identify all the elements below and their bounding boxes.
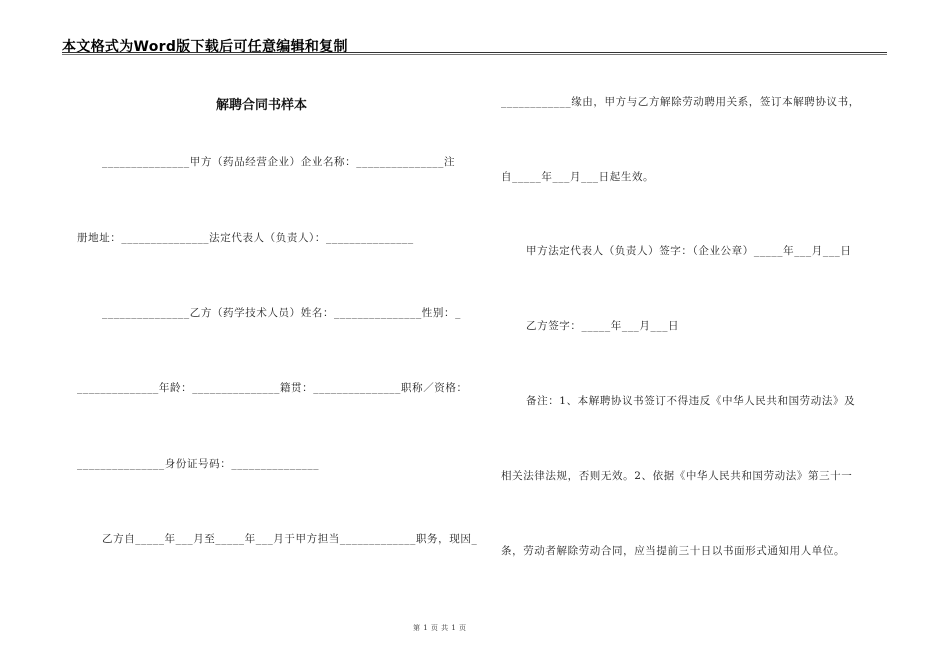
party-b-signature-line: 乙方签字：_____年___月___日: [526, 320, 680, 332]
effective-date-line: 自_____年___月___日起生效。: [501, 171, 655, 183]
party-a-name-line: _______________甲方（药品经营企业）企业名称：_______________注: [102, 156, 456, 168]
employment-period-line: 乙方自_____年___月至_____年___月于甲方担当_____________职务，现因_: [102, 533, 478, 545]
party-b-id-line: _______________身份证号码：_______________: [77, 458, 320, 470]
header-divider: [62, 52, 887, 55]
document-title: 解聘合同书样本: [216, 98, 308, 113]
party-b-age-line: ______________年龄：_______________籍贯：_______________职称／资格：: [77, 382, 468, 394]
document-header-title: 本文格式为Word版下载后可任意编辑和复制: [62, 39, 348, 55]
party-a-signature-line: 甲方法定代表人（负责人）签字：（企业公章）_____年___月___日: [526, 245, 852, 257]
page-number: 第 1 页 共 1 页: [413, 624, 467, 632]
termination-reason-line: ____________缘由，甲方与乙方解除劳动聘用关系，签订本解聘协议书，: [501, 96, 860, 108]
remarks-line-3: 条，劳动者解除劳动合同，应当提前三十日以书面形式通知用人单位。: [501, 545, 846, 557]
party-b-name-line: _______________乙方（药学技术人员）姓名：_______________性别：_: [102, 307, 461, 319]
remarks-line-2: 相关法律法规，否则无效。2、依据《中华人民共和国劳动法》第三十一: [501, 470, 853, 482]
party-a-address-line: 册地址：_______________法定代表人（负责人）：_______________: [77, 232, 414, 244]
remarks-line-1: 备注：1、本解聘协议书签订不得违反《中华人民共和国劳动法》及: [526, 395, 856, 407]
